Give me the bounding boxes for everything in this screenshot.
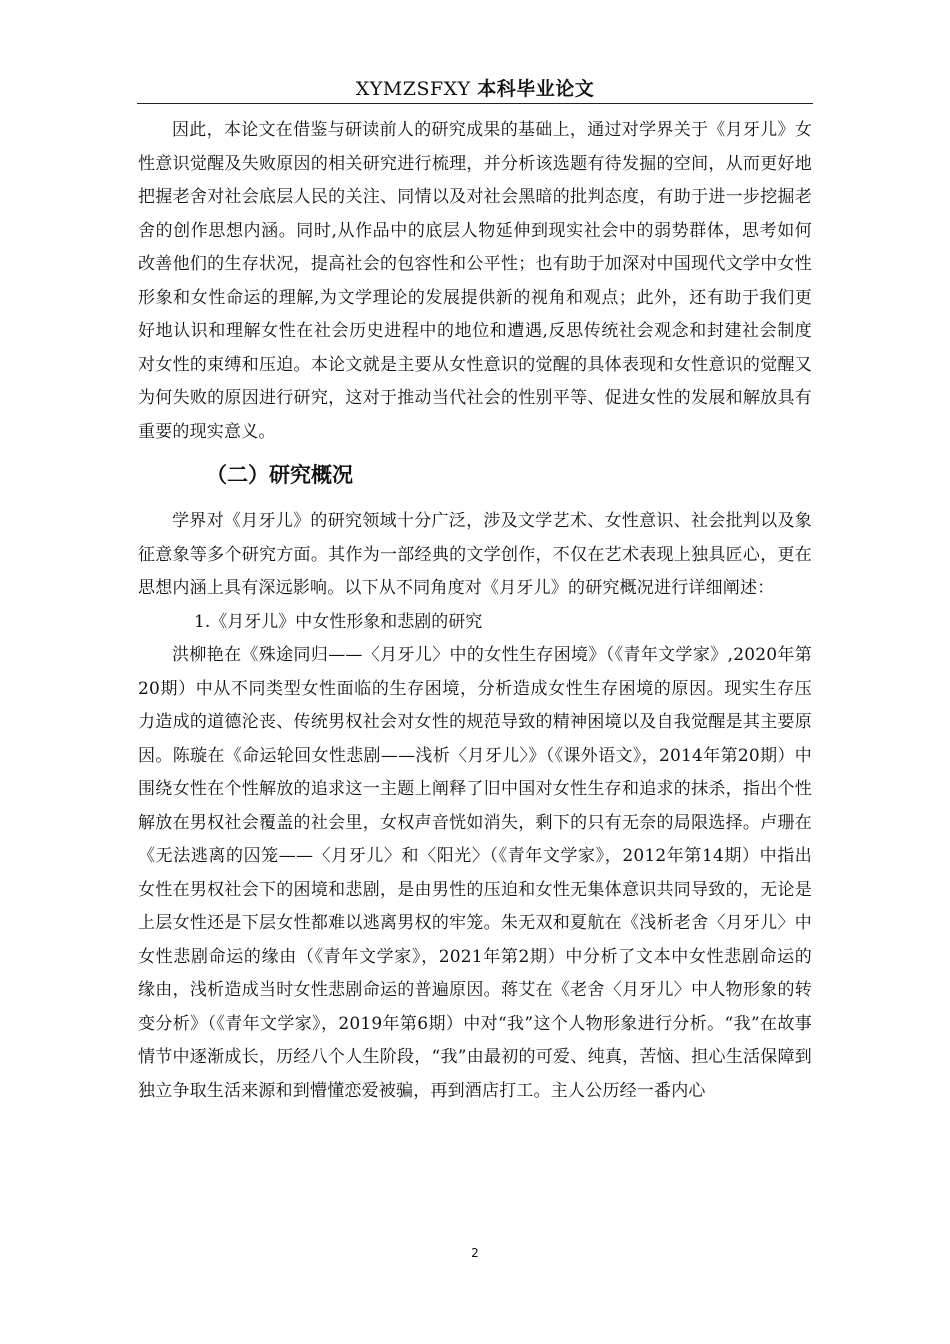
header-rule [137,103,813,104]
subsection-heading: 1.《月牙儿》中女性形象和悲剧的研究 [194,611,483,632]
paragraph-overview: 学界对《月牙儿》的研究领域十分广泛，涉及文学艺术、女性意识、社会批判以及象征意象等多个研究方面。其作为一部经典的文学创作，不仅在艺术表现上独具匠心，更在思想内涵上具有深远影响。以下从不同角度对《月牙儿》的研究概况进行详细阐述： [138,511,812,598]
page-number: 2 [471,1246,479,1260]
header-title: 本科毕业论文 [477,78,595,100]
paragraph-significance: 因此，本论文在借鉴与研读前人的研究成果的基础上，通过对学界关于《月牙儿》女性意识觉醒及失败原因的相关研究进行梳理，并分析该选题有待发掘的空间，从而更好地把握老舍对社会底层人民的关注、同情以及对社会黑暗的批判态度，有助于进一步挖掘老舍的创作思想内涵。同时,从作品中的底层人物延伸到现实社会中的弱势群体，思考如何改善他们的生存状况，提高社会的包容性和公平性；也有助于加深对中国现代文学中女性形象和女性命运的理解,为文学理论的发展提供新的视角和观点；此外，还有助于我们更好地认识和理解女性在社会历史进程中的地位和遭遇,反思传统社会观念和封建社会制度对女性的束缚和压迫。本论文就是主要从女性意识的觉醒的具体表现和女性意识的觉醒又为何失败的原因进行研究，这对于推动当代社会的性别平等、促进女性的发展和解放具有重要的现实意义。 [138,120,812,442]
document-body [138,114,812,1108]
section-heading: （二）研究概况 [206,463,353,487]
header-code: XYMZSFXY [355,78,471,100]
page-header [137,74,813,101]
paragraph-literature-review: 洪柳艳在《殊途同归——〈月牙儿〉中的女性生存困境》（《青年文学家》,2020年第20期）中从不同类型女性面临的生存困境，分析造成女性生存困境的原因。现实生存压力造成的道德沦丧、传统男权社会对女性的规范导致的精神困境以及自我觉醒是其主要原因。陈璇在《命运轮回女性悲剧——浅析〈月牙儿〉》（《课外语文》，2014年第20期）中围绕女性在个性解放的追求这一主题上阐释了旧中国对女性生存和追求的抹杀，指出个性解放在男权社会覆盖的社会里，女权声音恍如消失，剩下的只有无奈的局限选择。卢珊在《无法逃离的囚笼——〈月牙儿〉和〈阳光〉（《青年文学家》，2012年第14期）中指出女性在男权社会下的困境和悲剧，是由男性的压迫和女性无集体意识共同导致的，无论是上层女性还是下层女性都难以逃离男权的牢笼。朱无双和夏航在《浅析老舍〈月牙儿〉中女性悲剧命运的缘由（《青年文学家》，2021年第2期）中分析了文本中女性悲剧命运的缘由，浅析造成当时女性悲剧命运的普遍原因。蒋艾在《老舍〈月牙儿〉中人物形象的转变分析》（《青年文学家》，2019年第6期）中对“我”这个人物形象进行分析。“我”在故事情节中逐渐成长，历经八个人生阶段，“我”由最初的可爱、纯真，苦恼、担心生活保障到独立争取生活来源和到懵懂恋爱被骗，再到酒店打工。主人公历经一番内心 [138,645,812,1101]
